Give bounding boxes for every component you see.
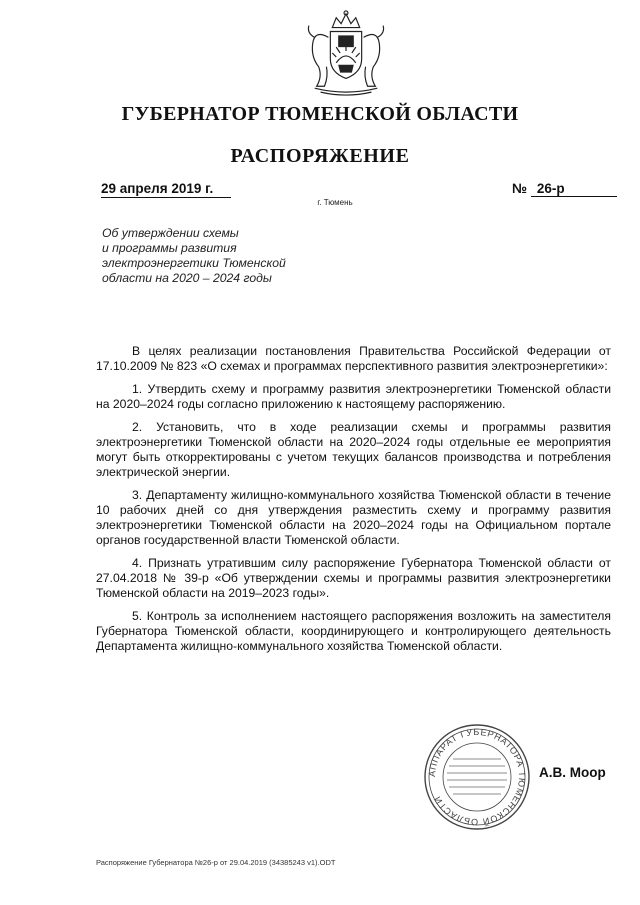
clause-2: 2. Установить, что в ходе реализации схемы и программы развития электроэнергетики Тюменской области на 2020–2024 годы отдельные ее мероприятия могут быть откорректированы с учетом текущих балансов производства и потребления электрической энергии. [96, 420, 611, 479]
svg-text:АППАРАТ ГУБЕРНАТОРА ТЮМЕНСКОЙ [427, 727, 527, 828]
subject-line: и программы развития [102, 241, 237, 255]
document-footer: Распоряжение Губернатора №26-р от 29.04.2019 (34385243 v1).ODT [96, 858, 336, 867]
tyumen-coat-of-arms-icon [297, 8, 395, 98]
document-subject [102, 226, 322, 286]
number-value: 26-р [531, 181, 617, 197]
document-body [96, 344, 611, 662]
clause-1: 1. Утвердить схему и программу развития электроэнергетики Тюменской области на 2020–2024 годы согласно приложению к настоящему распоряжению. [96, 382, 611, 411]
signer-name: А.В. Моор [539, 765, 606, 780]
seal-ring-text: АППАРАТ ГУБЕРНАТОРА ТЮМЕНСКОЙ ОБЛАСТИ [426, 726, 528, 828]
subject-line: области на 2020 – 2024 годы [102, 271, 272, 285]
number-prefix: № [512, 181, 528, 196]
document-city: г. Тюмень [317, 198, 353, 207]
document-type: РАСПОРЯЖЕНИЕ [230, 145, 410, 167]
subject-line: электроэнергетики Тюменской [102, 256, 286, 270]
subject-line: Об утверждении схемы [102, 226, 239, 240]
clause-3: 3. Департаменту жилищно-коммунального хозяйства Тюменской области в течение 10 рабочих дней со дня утверждения разместить схему и программу развития электроэнергетики Тюменской области на 2020–2024 годы на Официальном портале органов государственной власти Тюменской области. [96, 488, 611, 547]
issuer-title: ГУБЕРНАТОР ТЮМЕНСКОЙ ОБЛАСТИ [121, 103, 519, 125]
preamble-paragraph: В целях реализации постановления Правительства Российской Федерации от 17.10.2009 № 823 «О схемах и программах перспективного развития электроэнергетики»: [96, 344, 611, 373]
document-date: 29 апреля 2019 г. [101, 181, 231, 198]
official-seal-icon [423, 723, 531, 831]
clause-4: 4. Признать утратившим силу распоряжение Губернатора Тюменской области от 27.04.2018 № 39-р «Об утверждении схемы и программы развития электроэнергетики Тюменской области на 2019–2023 годы». [96, 556, 611, 600]
document-number [512, 181, 617, 197]
clause-5: 5. Контроль за исполнением настоящего распоряжения возложить на заместителя Губернатора Тюменской области, координирующего и контролирующего деятельность Департамента жилищно-коммунального хозяйства Тюменской области. [96, 609, 611, 653]
